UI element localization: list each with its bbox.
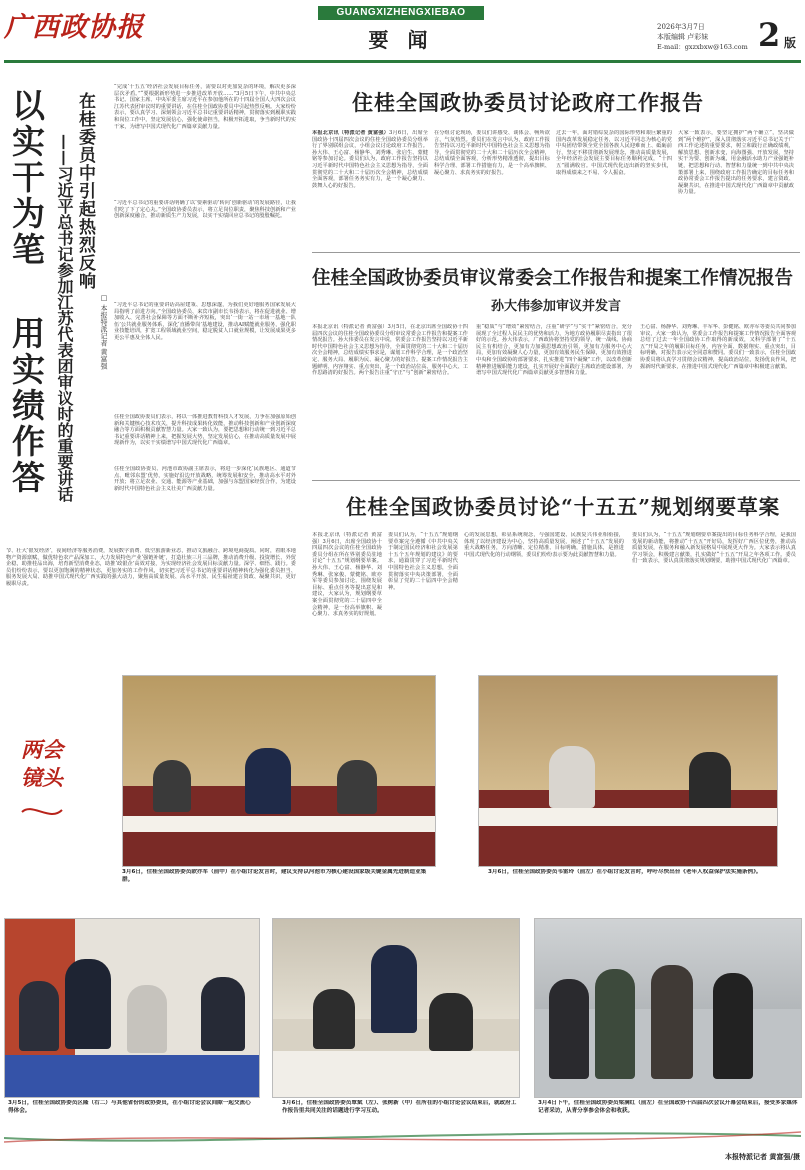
article2-col1: 本报北京讯（特派记者 黄富强）3月5日，在北京出席全国政协十四届四次会议的住桂全国政协委员分组审议常委会工作报告和提案工作情况报告。孙大伟委员在发言中说，常委会工作报告坚持以习近平新时代中国特色社会主义思想为指导，全面贯彻党的二十大和二十届历次全会精神，总结成绩实事求是，谋划工作科学合理，是一个政治坚定、服务大局、履职为民、凝心聚力的好报告。提案工作情况报告主题鲜明、内容翔实、重点突出，是一个政治站位高、服务中心大、工作思路清的好报告。两个报告注重“守正”与“创新”紧密结合。: [312, 324, 468, 377]
article3-col1: 本报北京讯（特派记者 黄富强）3月6日，出席全国政协十四届四次会议的住桂全国政协委员分组在所在界别委员驻地讨论“十五五”规划纲要草案。孙大伟、王心富、杨静华、刘秀琳、张家俊、蒙健铭、欧亦军等委员参加讨论，围绕发展目标、重点任务等提出意见和建议，大家认为，规划纲要草案全面贯彻党的二十届四中全会精神，是一份高举旗帜、凝心聚力、求真务实的好规划。: [312, 532, 382, 618]
photo-1-caption: 3月6日，住桂全国政协委员欧亦军（前中）在小组讨论发言时，建议支持以河池市为核心建设国家级关键金属先进制造业集群。: [122, 869, 427, 883]
side-label-flourish: [20, 800, 64, 824]
masthead-pinyin: GUANGXIZHENGXIEBAO: [318, 6, 484, 20]
page-unit: 版: [784, 36, 797, 50]
masthead-rule: [4, 60, 801, 63]
article3-col3: 心的发展思想，彰显系统观念，与强国建设、民族复兴伟业相衔接，体现了以经济建设为中心，坚持高质量发展，阐述了“十五五”发展的重大战略任务，方向清晰、定位精准、目标明确，措施具体，是推进中国式现代化的行动纲领，委员们纷纷表示要为此贡献智慧和力量。: [464, 532, 624, 558]
article2-title: 住桂全国政协委员审议常委会工作报告和提案工作情况报告: [312, 268, 794, 289]
article1-col1: [312, 130, 428, 248]
article3-title: 住桂全国政协委员讨论“十五五”规划纲要草案: [346, 495, 781, 519]
article1-title: 住桂全国政协委员讨论政府工作报告: [352, 90, 704, 115]
article-divider-1: [312, 252, 800, 253]
feature-byline: □ 本报特派记者 黄富强: [100, 294, 108, 370]
masthead: [0, 0, 805, 62]
feature-subtitle: ——习近平总书记参加江苏代表团审议时的重要讲话: [55, 134, 74, 502]
page-editor: 本版编辑 卢彩妹: [657, 33, 709, 41]
article-divider-2: [312, 480, 800, 481]
feature-story: [4, 70, 304, 630]
article2-body: [312, 324, 800, 474]
feature-body-3: “习近平总书记的重要讲话高屋建瓴、思想深邃，为我们更好地服务国家发展大局指明了前进方向。”全国政协委员、来宾市副市长韦扬表示，将在促进就业、增加收入、完善社会保障等方面不断补齐短板，突出‘一街一站一市场一基地一队伍’公共就业服务体系，深化‘直播带岗’基地建设，推动AI赋能就业服务，强化职业技能培训，扩宽工程领域就业空间，稳定脱贫人口就业规模，让发展成果更多更公平惠及全体人民。: [114, 302, 296, 341]
photo-1: [122, 675, 436, 867]
photo-4-caption: 3月6日，住桂全国政协委员覃斌（左）、张树新（中）在所在的小组讨论会议结束后，就政府工作报告里共同关注的话题进行学习互动。: [282, 1100, 517, 1114]
article2-col3: 王心富、杨静华、刘秀琳、丰军华、彭健铭、欧亦军等委员共同参加审议，大家一致认为，常委会工作报告和提案工作情况报告全面客观总结了过去一年全国政协工作取得的新成效，又科学部署了“十五五”开局之年的履职目标任务，内容全面、数据翔实、重点突出，目标明确，对报告表示完全同意和赞同。委员们一致表示，住桂全国政协委员将认真学习贯彻会议精神，提高政治站位，发扬优良作风，把握新时代新要求，在推进中国式现代化广西篇章中积极建言献策。: [640, 324, 796, 370]
feature-body-4: 住桂全国政协委员们表示，将以一体推进教育科技人才发展，力争在加强原始创新和关键核心技术攻关，提升科技成果转化效能，推动科技创新和产业创新深度融合等方面积极贡献智慧力量。大家一致认为，要把思想和行动统一到习近平总书记重要讲话精神上来，把握发展大势，坚定发展信心，在推动高质量发展中展现新作为，以实干实绩谱写中国式现代化广西篇章。: [114, 414, 296, 447]
two-sessions-label: 两会镜头: [21, 737, 63, 790]
photo-5-caption: 3月4日下午，住桂全国政协委员梁满红（前左）在全国政协十四届四次会议开幕会结束后，接受多家媒体记者采访，从青分享参会体会和收获。: [538, 1100, 798, 1114]
photo-3: [4, 918, 260, 1098]
photo-credit: 本报特派记者 黄富强/摄: [725, 1152, 800, 1161]
article1-col3: 过去一年，面对错综复杂的国际形势和艰巨繁重的国内改革发展稳定任务，以习近平同志为核心的党中央团结带领全党全国各族人民迎难而上、砥砺前行，坚定不移贯彻新发展理念，推动高质量发展，全年经济社会发展主要目标任务顺利完成，“十四五”圆满收官。中国式现代化迈出新的坚实步伐，取得成绩来之不易、令人振奋。: [556, 130, 672, 176]
feature-body-5: 住桂全国政协委员、河池市政协副主席表示，将进一步深化‘民族地区、通道节点、毗邻东盟’优势，实施好沿边开放战略，统筹发展和安全，推动高水平对外开放；将立足农业、交通、能源等产业基础，加强与东盟国家经贸合作，为建设新时代中国特色社会主义壮美广西贡献力量。: [114, 466, 296, 492]
masthead-logo: 广西政协报: [4, 12, 144, 43]
footer-ribbon: [4, 1124, 801, 1148]
photo-4: [272, 918, 520, 1098]
article3-col2: 委员们认为，“十五五”规划纲要草案完全遵循《中共中央关于制定国民经济和社会发展第十五个五年规划的建议》的要求，通篇贯穿了习近平新时代中国特色社会主义思想，全面贯彻落实中央决策部署，全面彰显了党的二十届四中全会精神。: [388, 532, 458, 591]
photo-5: [534, 918, 802, 1098]
article1-col1-text: 3月6日，出席全国政协十四届四次会议的住桂全国政协委员分组举行了界别联组会议，小组会议讨论政府工作报告。孙大伟、王心富、杨静华、刘秀琳、张启生、蒙健铭等参加讨论。委员们认为，政府工作报告坚持以习近平新时代中国特色社会主义思想为指导，全面贯彻党的二十大和二十届历次全会精神，总结成绩全面客观，部署任务务实有力，是一个凝心聚力、鼓舞人心的好报告。: [312, 130, 428, 189]
feature-body-2: “习近平总书记的重要讲话明确了以‘要素驱动’转向‘创新驱动’的发展路径，让我们吃了下了定心丸。”全国政协委员表示，将立足岗位职责，聚焦科技创新和产业创新深度融合，推动新质生产力发展，以实干实绩回应总书记的殷殷嘱托。: [114, 200, 296, 220]
article3-col4: 委员们认为，“十五五”规划纲要草案提出的目标任务科学合理，是我国发展的新动能，将推动“十五五”开好局，发挥好广西区位优势，推动高质量发展，在服务和融入新发展格局中展现更大作为。大家表示将认真学习领会，积极建言献策，扎实做好“十五五”开局之年各项工作。委员们一致表示，要认真贯彻落实规划纲要，助推中国式现代化广西篇章。: [632, 532, 796, 565]
feature-body-1: “完成‘十五五’经济社会发展目标任务，需要以对更加复杂的环境，解决更多深层次矛盾。”“要根据新形势进一步推进改革开放……”3月5日下午，中共中央总书记、国家主席、中央军委主席习近平在参加他所在的十四届全国人大四次会议江苏代表团审议时的重要讲话，在住桂全国政协委员中引起热烈反响。大家纷纷表示，要认真学习、深刻领会习近平总书记重要讲话精神，贯彻落实到履职实践和岗位工作中，坚定发展信心，强化使命担当，积极开拓进取，争当新时代的实干家，为谱写中国式现代化广西篇章贡献力量。: [114, 84, 296, 130]
section-title: 要 闻: [368, 28, 434, 52]
issue-date: 2026年3月7日: [657, 23, 705, 31]
feature-title-line2: 用实绩作答: [7, 316, 46, 496]
contact-email: E-mail：gxzxbxw@163.com: [657, 43, 748, 51]
feature-title-line1: 以实干为笔: [7, 88, 46, 268]
feature-kicker: 在桂委员中引起热烈反响: [75, 92, 95, 290]
article2-subtitle: 孙大伟参加审议并发言: [490, 299, 621, 314]
article1-byline: 本报北京讯（特派记者 黄富强）: [312, 130, 390, 136]
photo-2: [478, 675, 778, 867]
feature-body-6: 节、壮大‘银发经济’，夜间经济等服务消费，发展数字消费、低空旅游新业态，推动文旅融合、跨境电商提质。同时，着眼本地物产资源禀赋，做优特色农产品深加工，大力发展特色产业‘强链补链’，打造壮族三月三品牌，推动消费升级、投资增长、外贸企稳，助推桂品出海，培育新型消费业态，助推‘政银企’高效对接，为实现经济社会发展目标贡献力量。深学、细悟、践行。委员们纷纷表示，要以更加饱满的精神状态，更加务实的工作作风，切实把习近平总书记的重要讲话精神转化为强化委员担当、服务发展大局、助推中国式现代化广西实践的强大动力，聚焦高质量发展、高水平开放、民生福祉建言资政、凝聚共识，更好履职尽责。: [6, 548, 296, 587]
article2-col2: 重“稳质”与“增效”紧密结合，注重“研学”与“实干”紧密结合，充分展现了全过程人民民主的优势和活力，为地方政协履职尽责指出了很好的示范。孙大伟表示，广西政协将坚持党的领导，统一战线、协商民主有机结合，更加有力加强思想政治引领，更加有力服务中心大局，更加有效凝聚人心力量，更加有效服务民生保障，更加有效推进中央和全国政协的部署要求，扎实推进“四个凝聚”工作，以改革创新精神推进履职能力建设，扎实开展好全面践行主席政治建设部署，为谱写中国式现代化广西篇章贡献更多智慧和力量。: [476, 324, 632, 377]
article3-body: [312, 532, 800, 634]
article1-col4: 大家一致表示，要坚定拥护“两个确立”，坚决做到“两个维护”，深入贯彻落实习近平总书记关于广西工作论述的重要要求，树立和践行正确政绩观，解放思想、创新求变，向海图强、开放发展，坚持实干为要、创新为魂，用金融活水助力产业强链补链，把思想和行动、智慧和力量统一到中共中央决策部署上来，围绕政府工作报告确定的目标任务和政协常委会工作报告提出的任务要求，建言资政、凝聚共识，在推进中国式现代化广西篇章中贡献政协力量。: [678, 130, 794, 196]
photo-2-caption: 3月6日，住桂全国政协委员韦雷玲（前左）在小组讨论发言时，呼吁尽快出台《老年人权益保护法实施条例》。: [488, 869, 762, 875]
article1-body: [312, 130, 800, 248]
page-number: 2: [758, 16, 781, 54]
photo-3-caption: 3月5日，住桂全国政协委员区隆（右二）与其他省份的政协委员，在小组讨论会议间隙一起交流心得体会。: [8, 1100, 251, 1114]
article1-col2: 在分组讨论现场，委员们讲感受、谈体会、畅所欲言，气氛热烈。委员们在发言中认为，政府工作报告坚持以习近平新时代中国特色社会主义思想为指导，全面贯彻党的二十大和二十届历次全会精神，总结成绩全面客观，分析形势精准透彻，提出目标科学合理、部署工作措施有力，是一个高举旗帜、凝心聚力、求真务实的好报告。: [434, 130, 550, 176]
